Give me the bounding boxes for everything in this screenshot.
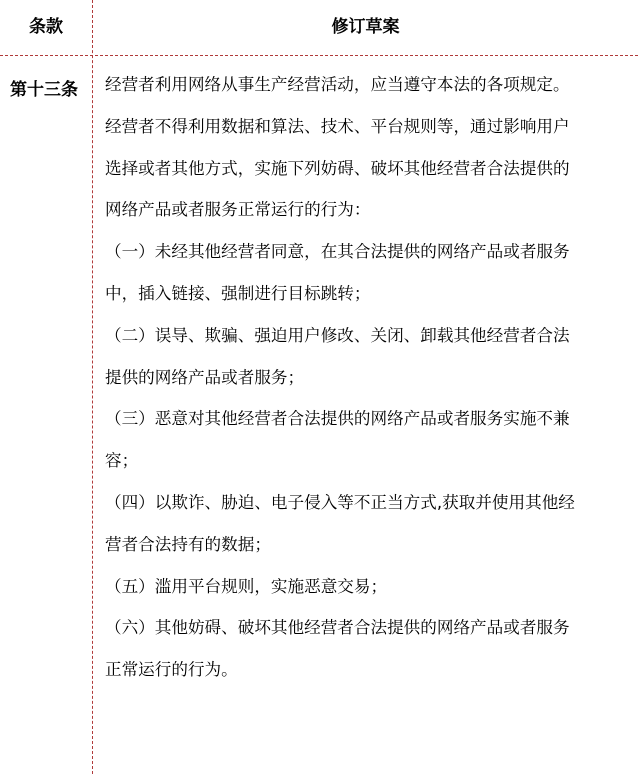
text-line: 中，插入链接、强制进行目标跳转； xyxy=(105,283,371,303)
text-line: 营者合法持有的数据； xyxy=(105,534,271,554)
text-line: （三）恶意对其他经营者合法提供的网络产品或者服务实施不兼 xyxy=(105,409,570,429)
header-divider xyxy=(0,55,638,56)
text-line: 网络产品或者服务正常运行的行为： xyxy=(105,200,371,220)
text-line: 选择或者其他方式，实施下列妨碍、破坏其他经营者合法提供的 xyxy=(105,158,570,178)
text-line: （四）以欺诈、胁迫、电子侵入等不正当方式,获取并使用其他经 xyxy=(105,492,575,512)
column-divider xyxy=(92,0,93,774)
text-line: （二）误导、欺骗、强迫用户修改、关闭、卸载其他经营者合法 xyxy=(105,325,570,345)
clause-content xyxy=(105,64,630,691)
clause-label: 第十三条 xyxy=(10,80,78,100)
text-line: 提供的网络产品或者服务； xyxy=(105,367,305,387)
text-line: 容； xyxy=(105,451,139,471)
header-draft: 修订草案 xyxy=(331,17,400,37)
text-line: 正常运行的行为。 xyxy=(105,660,238,680)
header-clause: 条款 xyxy=(29,17,63,37)
text-line: （一）未经其他经营者同意，在其合法提供的网络产品或者服务 xyxy=(105,242,570,262)
text-line: 经营者不得利用数据和算法、技术、平台规则等，通过影响用户 xyxy=(105,116,570,136)
text-line: （五）滥用平台规则，实施恶意交易； xyxy=(105,576,388,596)
text-line: 经营者利用网络从事生产经营活动，应当遵守本法的各项规定。 xyxy=(105,75,570,94)
text-line: （六）其他妨碍、破坏其他经营者合法提供的网络产品或者服务 xyxy=(105,618,570,638)
